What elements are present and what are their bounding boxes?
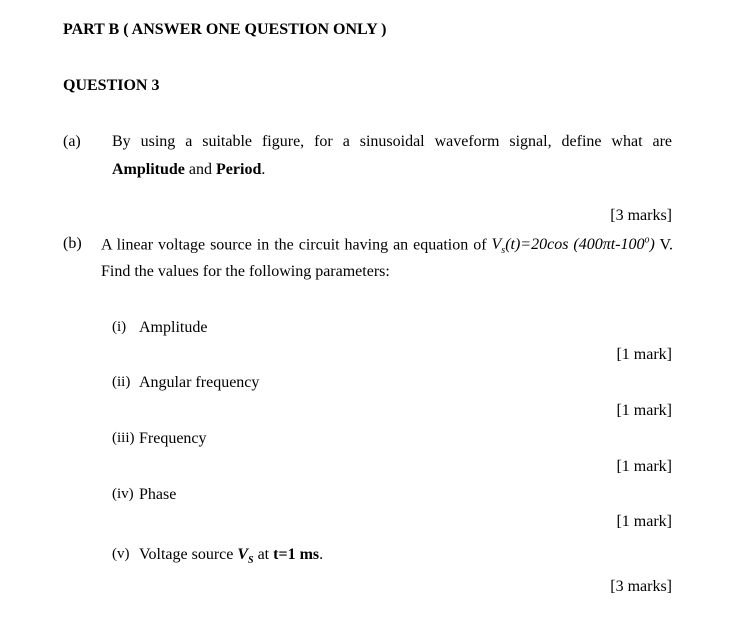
part-heading: PART B ( ANSWER ONE QUESTION ONLY ) — [63, 21, 387, 38]
equation-rest: (t)=20cos (400πt-100 — [505, 236, 645, 254]
item-5-label — [139, 546, 323, 566]
equation-sub: s — [501, 245, 506, 257]
part-b-line2: Find the values for the following parameters: — [101, 263, 390, 280]
item-3-num: (iii) — [112, 430, 135, 446]
item-5-var — [237, 546, 254, 567]
item-5-prefix: Voltage source — [139, 546, 234, 563]
and-word: and — [188, 161, 213, 178]
equation-close: ) — [649, 236, 655, 254]
part-a-label: (a) — [63, 133, 81, 150]
item-2-marks: [1 mark] — [616, 402, 672, 419]
part-b-line1-suffix: V. — [659, 236, 674, 254]
item-1-num: (i) — [112, 319, 127, 335]
item-5-time: t=1 ms — [273, 546, 320, 563]
item-1-marks: [1 mark] — [616, 346, 672, 363]
period-dot: . — [261, 161, 266, 178]
term-period: Period — [216, 161, 262, 178]
item-5-var-sub: S — [248, 555, 254, 567]
equation — [491, 235, 655, 257]
item-3-label: Frequency — [139, 430, 207, 447]
item-2-label: Angular frequency — [139, 374, 260, 391]
item-5-at: at — [257, 546, 270, 563]
part-b-line1 — [101, 235, 673, 257]
part-b-label: (b) — [63, 235, 82, 252]
item-1-label: Amplitude — [139, 319, 208, 336]
item-4-marks: [1 mark] — [616, 513, 672, 530]
part-a-line2 — [112, 161, 265, 179]
question-heading: QUESTION 3 — [63, 77, 160, 94]
part-b-line1-prefix: A linear voltage source in the circuit having an equation of — [101, 236, 487, 254]
part-a-marks: [3 marks] — [610, 207, 672, 224]
item-5-end: . — [319, 546, 324, 563]
term-amplitude: Amplitude — [112, 161, 185, 178]
equation-sup: o — [644, 235, 650, 246]
item-5-var-v: V — [237, 546, 249, 563]
equation-v: V — [491, 236, 502, 254]
item-4-label: Phase — [139, 486, 177, 503]
item-3-marks: [1 mark] — [616, 458, 672, 475]
item-2-num: (ii) — [112, 374, 131, 390]
item-5-num: (v) — [112, 546, 130, 562]
item-5-marks: [3 marks] — [610, 578, 672, 595]
part-a-line1: By using a suitable figure, for a sinusoidal waveform signal, define what are — [112, 133, 672, 150]
item-4-num: (iv) — [112, 486, 134, 502]
